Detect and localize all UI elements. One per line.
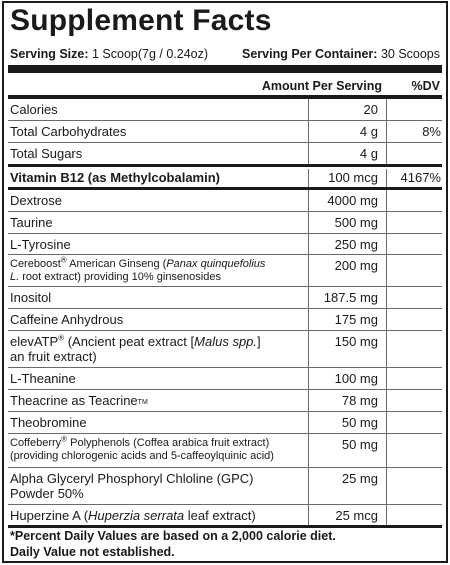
row-name	[10, 393, 310, 410]
row-name-part: elevATP	[10, 334, 59, 349]
row-name-part: leaf extract)	[184, 508, 256, 523]
column-divider	[386, 99, 387, 167]
thick-divider	[8, 65, 442, 73]
row-amount: 25 mg	[341, 471, 378, 486]
row-name-part: (Ancient peat extract [	[64, 334, 195, 349]
row-name: Inositol	[10, 290, 52, 305]
row-name-part: Coffeberry	[10, 437, 62, 449]
row-name	[10, 434, 310, 463]
row-name-part: Theacrine as Teacrine	[10, 393, 138, 408]
row-name-part: Cereboost	[10, 258, 61, 270]
row-amount: 100 mg	[334, 371, 378, 386]
row-name: Caffeine Anhydrous	[10, 312, 124, 327]
serving-size	[10, 46, 208, 62]
servings-per-container-label: Serving Per Container:	[242, 47, 378, 61]
row-amount: 500 mg	[334, 215, 378, 230]
row-name: L-Tyrosine	[10, 237, 71, 252]
row-name: L-Theanine	[10, 371, 76, 386]
row-amount: 25 mcg	[335, 508, 378, 523]
row-name	[10, 334, 310, 364]
row-dv: 4167%	[400, 170, 441, 185]
row-amount: 100 mcg	[328, 170, 378, 185]
row-divider	[8, 330, 442, 331]
row-amount: 250 mg	[334, 237, 378, 252]
row-name: Vitamin B12 (as Methylcobalamin)	[10, 170, 220, 185]
row-name-part: (providing chlorogenic acids and 5-caffeoylquinic acid)	[10, 450, 274, 462]
row-amount: 4000 mg	[327, 193, 378, 208]
registered-mark: ®	[61, 434, 68, 444]
footnote-line-1: *Percent Daily Values are based on a 2,000 calorie diet.	[10, 529, 336, 543]
row-name-italic: L.	[10, 271, 20, 283]
row-name: Taurine	[10, 215, 53, 230]
servings-per-container-value: 30 Scoops	[380, 47, 441, 61]
registered-mark: ®	[58, 333, 65, 343]
row-name-part: Alpha Glyceryl Phosphoryl Chloline (GPC)	[10, 471, 254, 486]
row-divider	[8, 233, 442, 234]
row-amount: 175 mg	[334, 312, 378, 327]
row-name: Total Sugars	[10, 146, 83, 161]
row-divider	[8, 411, 442, 412]
row-amount: 4 g	[359, 124, 378, 139]
column-divider	[386, 169, 387, 525]
row-name	[10, 508, 310, 523]
row-name-part: American Ginseng (	[66, 258, 167, 270]
row-amount: 50 mg	[341, 415, 378, 430]
row-name-part: Powder 50%	[10, 486, 84, 501]
row-amount: 187.5 mg	[323, 290, 378, 305]
row-divider	[8, 367, 442, 368]
row-divider	[8, 120, 442, 121]
row-name: Dextrose	[10, 193, 63, 208]
dv-header: %DV	[411, 79, 440, 93]
row-name-part: Huperzine A (	[10, 508, 89, 523]
row-divider	[8, 286, 442, 287]
row-name-italic: Panax quinquefolius	[166, 258, 266, 270]
row-name: Calories	[10, 102, 58, 117]
row-amount: 200 mg	[334, 258, 378, 273]
row-divider	[8, 504, 442, 505]
row-amount: 50 mg	[341, 437, 378, 452]
row-name: Theobromine	[10, 415, 87, 430]
row-divider	[8, 254, 442, 255]
row-name-part: root extract) providing 10% ginsenosides	[19, 271, 221, 283]
footnote-line-2: Daily Value not established.	[10, 545, 175, 559]
footnote	[10, 528, 336, 560]
row-dv: 8%	[422, 124, 441, 139]
registered-mark: ®	[60, 255, 67, 265]
row-amount: 150 mg	[334, 334, 378, 349]
row-name-part: an fruit extract)	[10, 349, 97, 364]
row-divider	[8, 389, 442, 390]
row-name-italic: Malus spp.	[194, 334, 258, 349]
row-divider	[8, 433, 442, 434]
trademark-mark: TM	[137, 399, 148, 406]
row-name: Total Carbohydrates	[10, 124, 127, 139]
row-name	[10, 471, 310, 501]
servings-per-container	[242, 46, 440, 62]
row-divider	[8, 142, 442, 143]
serving-size-label: Serving Size:	[10, 47, 89, 61]
row-name-part: ]	[257, 334, 261, 349]
row-amount: 78 mg	[341, 393, 378, 408]
serving-size-value: 1 Scoop(7g / 0.24oz)	[91, 47, 209, 61]
supplement-facts-panel	[2, 1, 448, 563]
row-name	[10, 255, 310, 284]
section-divider	[8, 164, 442, 167]
row-amount: 20	[363, 102, 378, 117]
row-divider	[8, 467, 442, 468]
section-divider	[8, 187, 442, 190]
row-divider	[8, 211, 442, 212]
row-name-italic: Huperzia serrata	[88, 508, 185, 523]
panel-title: Supplement Facts	[10, 4, 272, 37]
row-amount: 4 g	[359, 146, 378, 161]
row-divider	[8, 308, 442, 309]
header-divider	[8, 95, 442, 99]
row-name-part: Polyphenols (Coffea arabica fruit extract)	[67, 437, 270, 449]
amount-per-serving-header: Amount Per Serving	[261, 79, 382, 93]
